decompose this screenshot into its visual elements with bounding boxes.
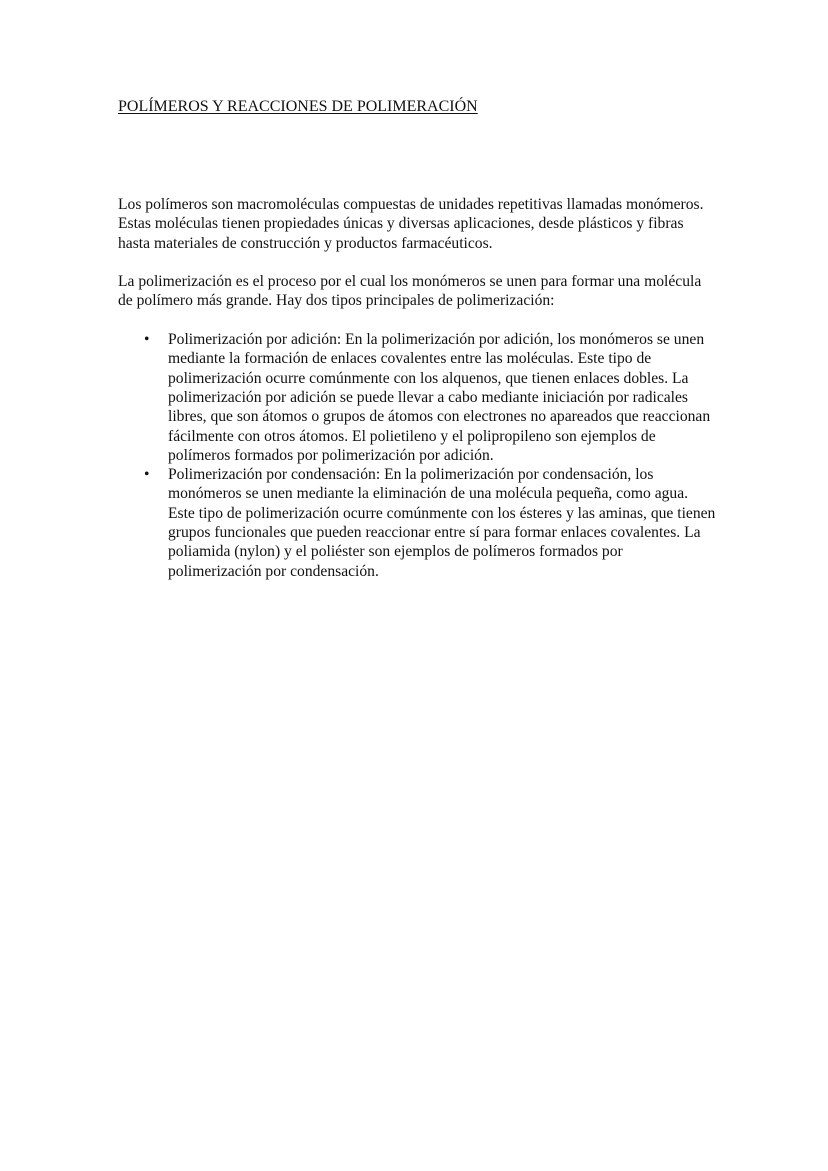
bullet-icon: •: [144, 331, 150, 349]
document-body: [118, 195, 718, 581]
polymerization-types-list: [118, 330, 718, 581]
bullet-icon: •: [144, 466, 150, 484]
list-item-text: Polimerización por condensación: En la polimerización por condensación, los monómeros se unen mediante la eliminación de una molécula pequeña, como agua. Este tipo de polimerización ocurre comúnmente con los ésteres y las aminas, que tienen grupos funcionales que pueden reaccionar entre sí para formar enlaces covalentes. La poliamida (nylon) y el poliéster son ejemplos de polímeros formados por polimerización por condensación.: [168, 466, 716, 580]
intro-paragraph: Los polímeros son macromoléculas compuestas de unidades repetitivas llamadas monómeros. Estas moléculas tienen propiedades únicas y diversas aplicaciones, desde plásticos y fibras hasta materiales de construcción y productos farmacéuticos.: [118, 196, 704, 252]
document-title: POLÍMEROS Y REACCIONES DE POLIMERACIÓN: [118, 98, 478, 115]
list-item-addition: [118, 330, 718, 465]
list-item-condensation: [118, 465, 718, 581]
polymerization-paragraph: La polimerización es el proceso por el cual los monómeros se unen para formar una molécula de polímero más grande. Hay dos tipos principales de polimerización:: [118, 273, 702, 310]
list-item-text: Polimerización por adición: En la polimerización por adición, los monómeros se unen mediante la formación de enlaces covalentes entre las moléculas. Este tipo de polimerización ocurre comúnmente con los alquenos, que tienen enlaces dobles. La polimerización por adición se puede llevar a cabo mediante iniciación por radicales libres, que son átomos o grupos de átomos con electrones no apareados que reaccionan fácilmente con otros átomos. El polietileno y el polipropileno son ejemplos de polímeros formados por polimerización por adición.: [168, 331, 711, 464]
